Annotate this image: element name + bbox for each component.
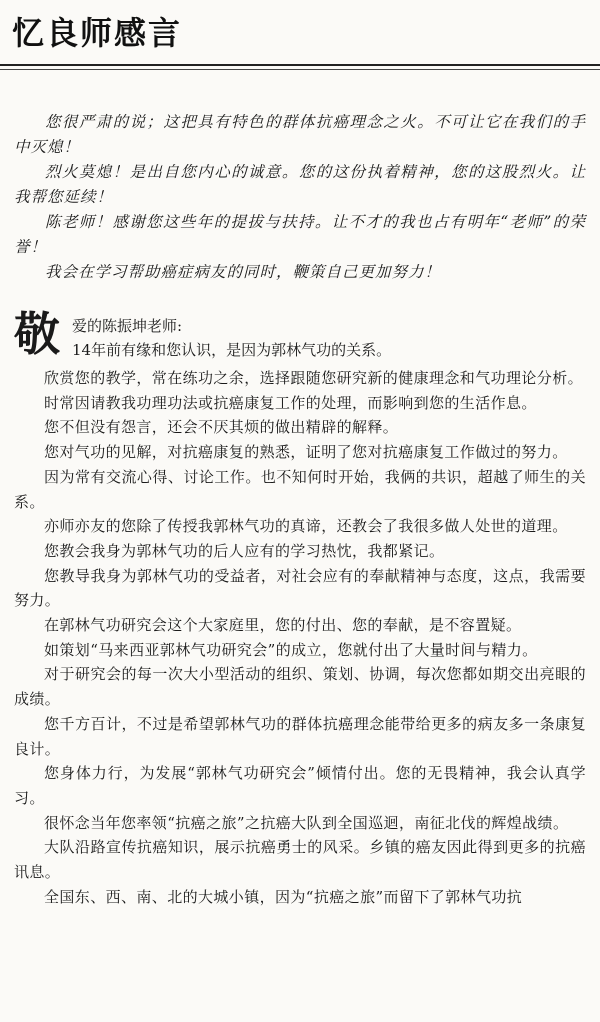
header-rule-thin [0,69,600,70]
paragraph: 欣赏您的教学，常在练功之余，选择跟随您研究新的健康理念和气功理论分析。 [44,369,584,387]
paragraph: 时常因请教我功理功法或抗癌康复工作的处理，而影响到您的生活作息。 [44,393,537,412]
paragraph: 您身体力行，为发展“郭林气功研究会”倾情付出。您的无畏精神，我会认真学习。 [14,764,586,807]
paragraph: 很怀念当年您率领“抗癌之旅”之抗癌大队到全国巡迴，南征北伐的辉煌战绩。 [44,813,569,832]
paragraph: 全国东、西、南、北的大城小镇，因为“抗癌之旅”而留下了郭林气功抗 [44,887,523,906]
letter-opening [14,307,586,366]
salutation: 爱的陈振坤老师: [72,317,183,335]
letter-body [14,307,586,909]
page-title: 忆良师感言 [12,14,183,52]
paragraph: 您千方百计，不过是希望郭林气功的群体抗癌理念能带给更多的病友多一条康复良计。 [14,714,586,758]
opening-line: 14年前有缘和您认识，是因为郭林气功的关系。 [72,341,392,359]
paragraph: 烈火莫熄！是出自您内心的诚意。您的这份执着精神，您的这股烈火。让我帮您延续！ [14,163,586,206]
header-rule [0,64,600,66]
paragraph: 对于研究会的每一次大小型活动的组织、策划、协调，每次您都如期交出亮眼的成绩。 [14,665,586,709]
paragraph: 在郭林气功研究会这个大家庭里，您的付出、您的奉献，是不容置疑。 [44,616,522,635]
drop-cap: 敬 [14,307,60,361]
paragraph: 您教导我身为郭林气功的受益者，对社会应有的奉献精神与态度，这点，我需要努力。 [14,566,586,610]
italic-section [14,110,586,285]
paragraph: 我会在学习帮助癌症病友的同时，鞭策自己更加努力！ [45,263,442,281]
paragraph: 大队沿路宣传抗癌知识，展示抗癌勇士的风采。乡镇的癌友因此得到更多的抗癌讯息。 [14,838,586,882]
paragraph: 您很严肃的说；这把具有特色的群体抗癌理念之火。不可让它在我们的手中灭熄！ [14,113,586,156]
paragraph: 如策划“马来西亚郭林气功研究会”的成立，您就付出了大量时间与精力。 [44,640,538,659]
paragraph: 您不但没有怨言，还会不厌其烦的做出精辟的解释。 [44,418,399,437]
paragraph: 陈老师！感谢您这些年的提拔与扶持。让不才的我也占有明年“老师”的荣誉！ [14,213,586,256]
paragraph: 因为常有交流心得、讨论工作。也不知何时开始，我俩的共识，超越了师生的关系。 [14,467,586,511]
page-header [0,0,600,72]
paragraph: 亦师亦友的您除了传授我郭林气功的真谛，还教会了我很多做人处世的道理。 [44,517,568,536]
paragraph: 您对气功的见解，对抗癌康复的熟悉，证明了您对抗癌康复工作做过的努力。 [44,443,568,462]
paragraph: 您教会我身为郭林气功的后人应有的学习热忱，我都紧记。 [44,541,445,560]
